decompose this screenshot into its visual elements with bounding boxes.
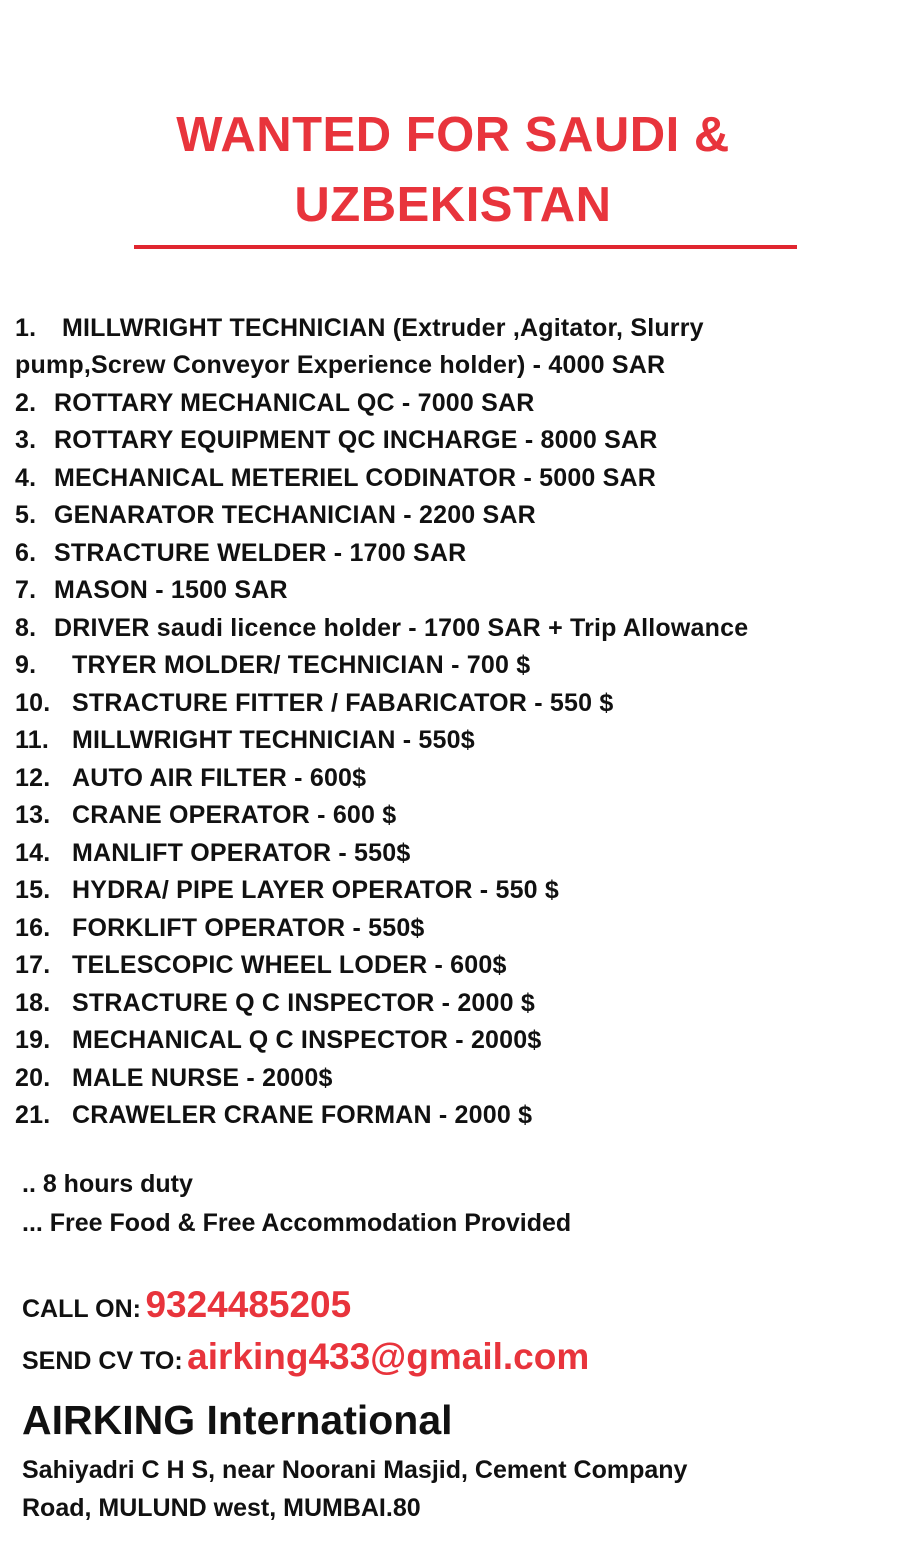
job-title: TELESCOPIC WHEEL LODER - 600$	[72, 951, 507, 979]
job-item-9	[15, 647, 530, 684]
job-number: 18.	[15, 989, 51, 1017]
job-title: GENARATOR TECHANICIAN - 2200 SAR	[54, 501, 536, 529]
job-item-19	[15, 1022, 541, 1059]
job-number: 6.	[15, 539, 37, 567]
job-number: 7.	[15, 576, 37, 604]
call-line	[22, 1284, 351, 1326]
job-number: 9.	[15, 651, 37, 679]
job-title: ROTTARY MECHANICAL QC - 7000 SAR	[54, 389, 535, 417]
send-cv-line	[22, 1336, 589, 1378]
job-title: CRANE OPERATOR - 600 $	[72, 801, 397, 829]
job-title: MECHANICAL Q C INSPECTOR - 2000$	[72, 1026, 542, 1054]
job-item-1-continued	[15, 347, 665, 384]
email-address[interactable]: airking433@gmail.com	[187, 1336, 590, 1377]
job-number: 13.	[15, 801, 51, 829]
call-label: CALL ON:	[22, 1295, 141, 1323]
job-title: TRYER MOLDER/ TECHNICIAN - 700 $	[72, 651, 531, 679]
job-item-21	[15, 1097, 532, 1134]
headline-line-2: UZBEKISTAN	[294, 178, 612, 232]
job-title: DRIVER saudi licence holder - 1700 SAR + Trip Allowance	[54, 614, 749, 642]
job-item-7	[15, 572, 288, 609]
job-number: 8.	[15, 614, 37, 642]
send-cv-label: SEND CV TO:	[22, 1347, 183, 1375]
job-title: ROTTARY EQUIPMENT QC INCHARGE - 8000 SAR	[54, 426, 658, 454]
job-title: MILLWRIGHT TECHNICIAN (Extruder ,Agitator, Slurry	[62, 314, 704, 342]
job-title: MALE NURSE - 2000$	[72, 1064, 333, 1092]
job-title: STRACTURE WELDER - 1700 SAR	[54, 539, 467, 567]
job-title: FORKLIFT OPERATOR - 550$	[72, 914, 425, 942]
job-item-17	[15, 947, 507, 984]
job-number: 20.	[15, 1064, 51, 1092]
job-item-16	[15, 910, 425, 947]
job-item-10	[15, 685, 613, 722]
job-number: 10.	[15, 689, 51, 717]
job-title: CRAWELER CRANE FORMAN - 2000 $	[72, 1101, 533, 1129]
address-line-2: Road, MULUND west, MUMBAI.80	[22, 1494, 421, 1522]
job-number: 11.	[15, 726, 49, 754]
phone-number[interactable]: 9324485205	[145, 1284, 352, 1325]
job-title: MASON - 1500 SAR	[54, 576, 288, 604]
job-number: 4.	[15, 464, 37, 492]
job-number: 21.	[15, 1101, 51, 1129]
job-title: STRACTURE Q C INSPECTOR - 2000 $	[72, 989, 535, 1017]
job-title: MECHANICAL METERIEL CODINATOR - 5000 SAR	[54, 464, 657, 492]
job-number: 3.	[15, 426, 37, 454]
job-number: 5.	[15, 501, 37, 529]
job-item-8	[15, 610, 748, 647]
note-duty-hours: .. 8 hours duty	[22, 1170, 193, 1198]
job-item-18	[15, 985, 535, 1022]
job-item-20	[15, 1060, 333, 1097]
headline-underline	[134, 245, 797, 249]
job-title-continued: pump,Screw Conveyor Experience holder) - 4000 SAR	[15, 351, 666, 379]
job-item-5	[15, 497, 536, 534]
job-title: STRACTURE FITTER / FABARICATOR - 550 $	[72, 689, 614, 717]
company-name: AIRKING International	[22, 1397, 453, 1443]
job-title: MILLWRIGHT TECHNICIAN - 550$	[72, 726, 475, 754]
job-item-14	[15, 835, 410, 872]
job-number: 1.	[15, 314, 37, 342]
job-number: 19.	[15, 1026, 51, 1054]
job-number: 12.	[15, 764, 51, 792]
job-item-13	[15, 797, 396, 834]
job-number: 17.	[15, 951, 51, 979]
job-item-15	[15, 872, 559, 909]
job-number: 15.	[15, 876, 51, 904]
address-line-1: Sahiyadri C H S, near Noorani Masjid, Cement Company	[22, 1456, 688, 1484]
job-item-2	[15, 385, 535, 422]
job-item-12	[15, 760, 366, 797]
job-item-3	[15, 422, 657, 459]
job-item-11	[15, 722, 475, 759]
job-number: 16.	[15, 914, 51, 942]
headline-line-1: WANTED FOR SAUDI &	[176, 108, 730, 162]
job-title: MANLIFT OPERATOR - 550$	[72, 839, 411, 867]
job-item-6	[15, 535, 466, 572]
job-title: AUTO AIR FILTER - 600$	[72, 764, 367, 792]
job-number: 2.	[15, 389, 37, 417]
job-number: 14.	[15, 839, 51, 867]
job-item-4	[15, 460, 656, 497]
note-food-accommodation: ... Free Food & Free Accommodation Provided	[22, 1209, 572, 1237]
job-title: HYDRA/ PIPE LAYER OPERATOR - 550 $	[72, 876, 560, 904]
job-item-1	[15, 310, 704, 347]
